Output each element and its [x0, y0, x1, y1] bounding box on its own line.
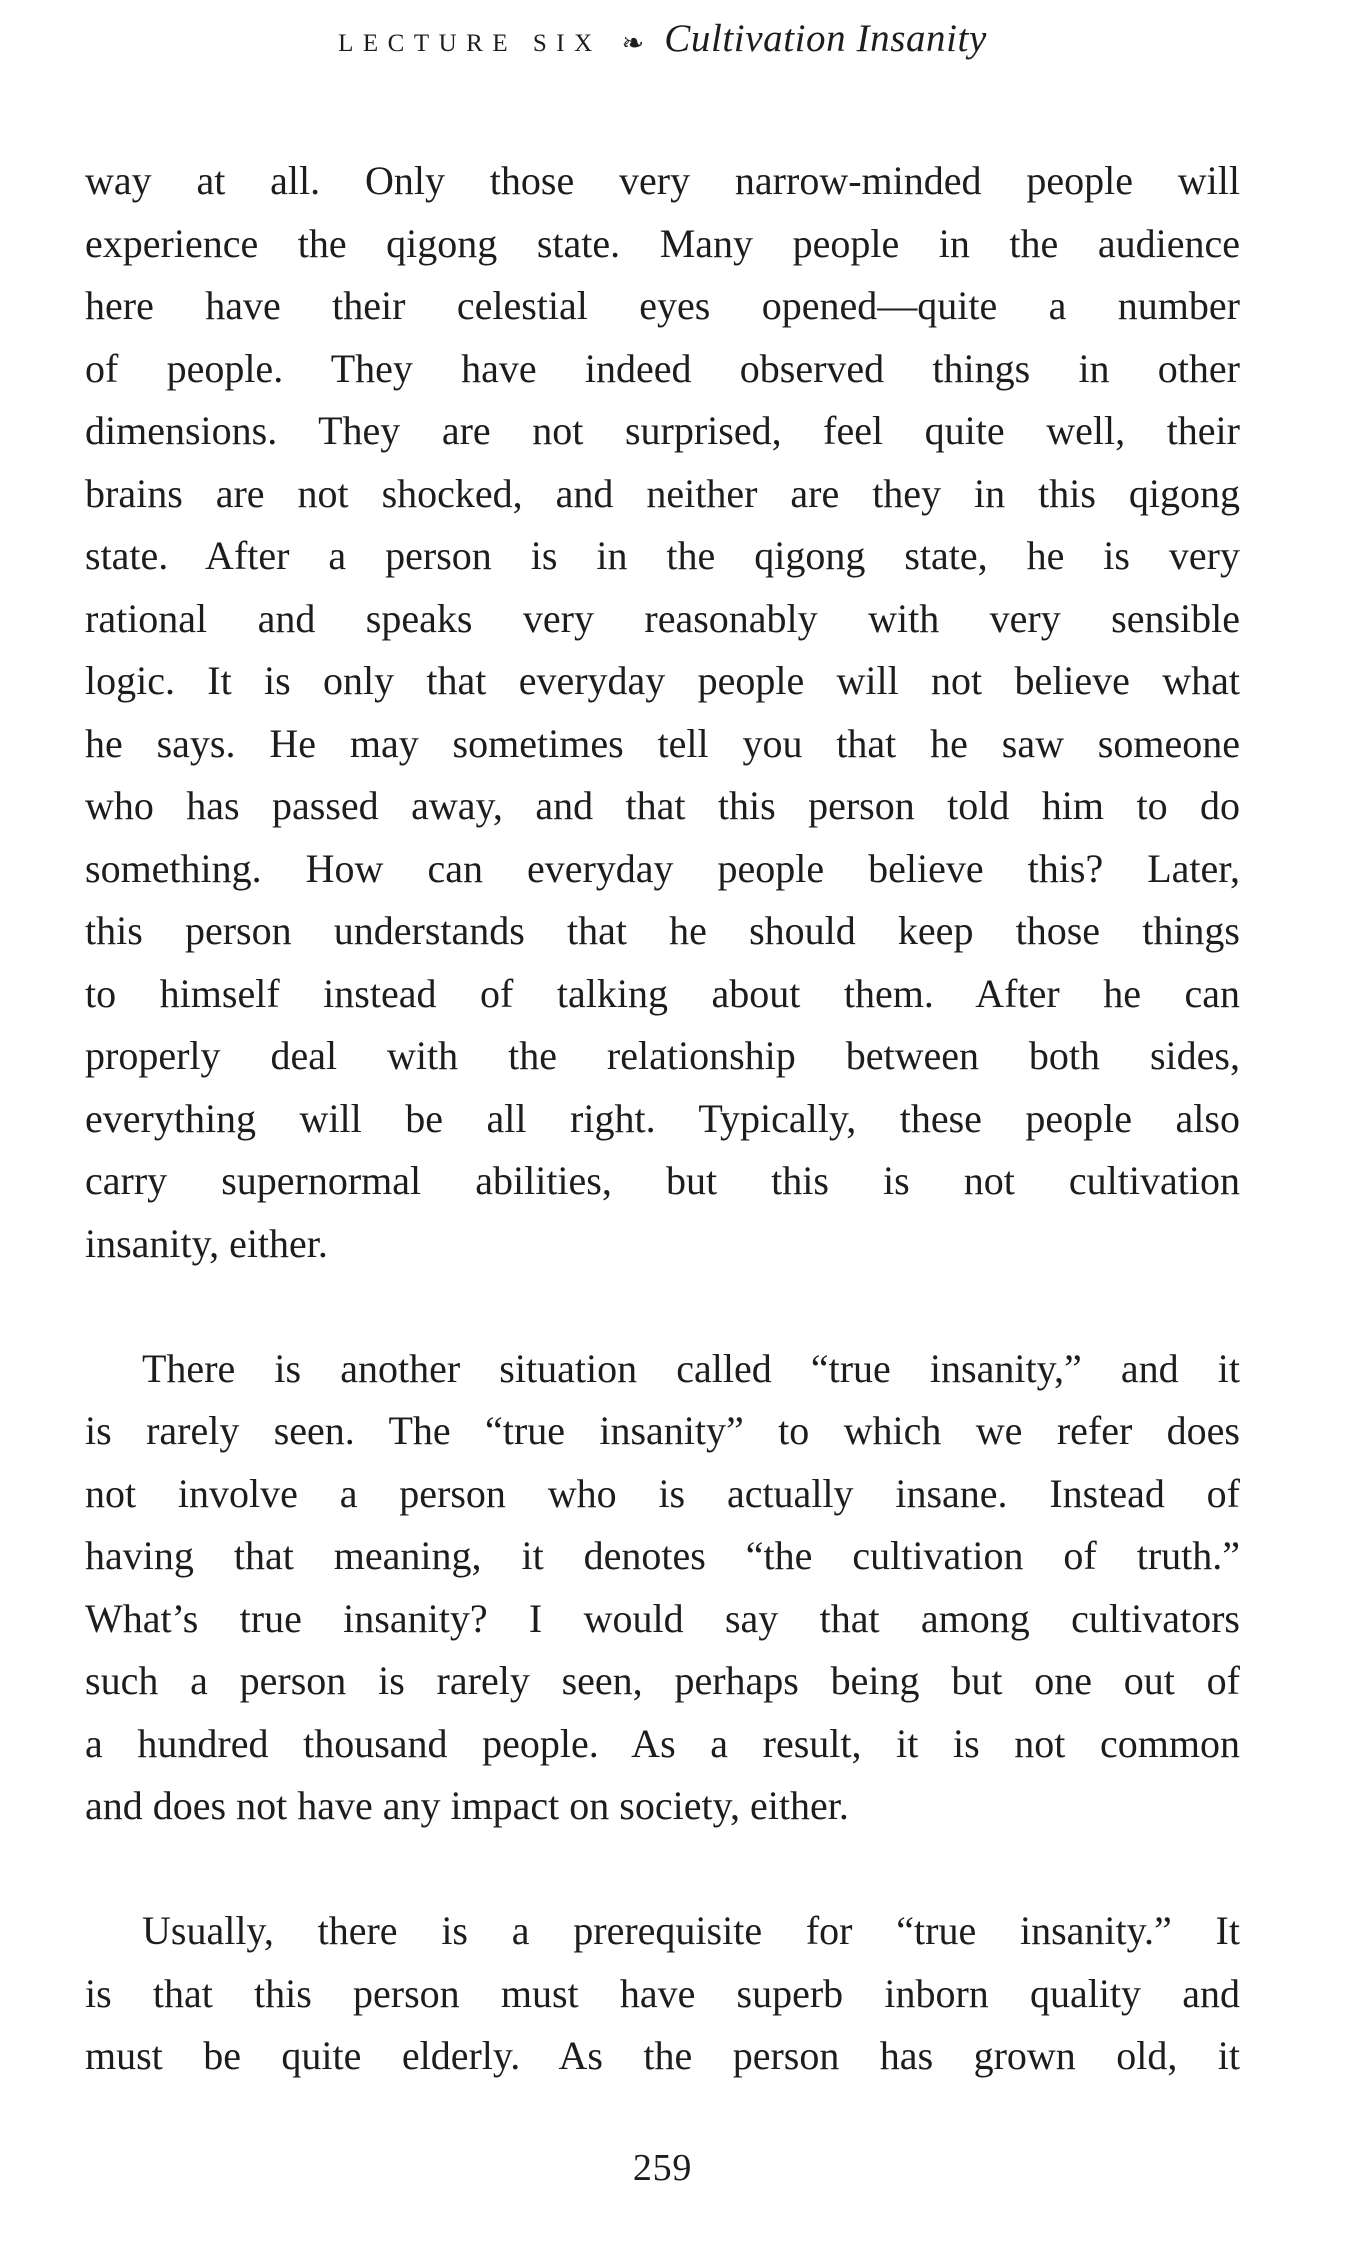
text-line: such a person is rarely seen, perhaps being but one out of: [85, 1658, 1240, 1703]
text-line: he says. He may sometimes tell you that he saw someone: [85, 720, 1240, 766]
text-line: not involve a person who is actually insane. Instead of: [85, 1470, 1240, 1516]
text-line: logic. It is only that everyday people will not believe what: [85, 658, 1240, 703]
fleuron-ornament-icon: ❧: [621, 28, 645, 58]
text-line: is that this person must have superb inborn quality and: [85, 1970, 1240, 2016]
text-line: brains are not shocked, and neither are they in this qigong: [85, 470, 1240, 516]
text-line: Usually, there is a prerequisite for “true insanity.” It: [142, 1908, 1240, 1953]
page-number: 259: [632, 2147, 693, 2189]
text-line: state. After a person is in the qigong state, he is very: [85, 533, 1240, 578]
text-line: experience the qigong state. Many people in the audience: [85, 220, 1240, 266]
running-head: [85, 16, 1240, 61]
text-line: here have their celestial eyes opened—quite a number: [85, 283, 1240, 328]
text-line: everything will be all right. Typically, these people also: [85, 1095, 1240, 1141]
text-line: What’s true insanity? I would say that among cultivators: [85, 1595, 1240, 1641]
text-line: carry supernormal abilities, but this is not cultivation: [85, 1158, 1240, 1203]
paragraph: [85, 1900, 1240, 2088]
paragraph: [85, 150, 1240, 1275]
running-head-lecture-label: LECTURE SIX: [338, 30, 602, 57]
text-line: of people. They have indeed observed things in other: [85, 345, 1240, 391]
text-line: dimensions. They are not surprised, feel quite well, their: [85, 408, 1240, 453]
text-line: must be quite elderly. As the person has grown old, it: [85, 2033, 1240, 2078]
text-line: way at all. Only those very narrow-minded people will: [85, 158, 1240, 203]
text-line: to himself instead of talking about them. After he can: [85, 970, 1240, 1016]
paragraph: [85, 1338, 1240, 1838]
text-line: and does not have any impact on society, either.: [85, 1783, 849, 1828]
body-text: [85, 150, 1240, 2088]
text-line: insanity, either.: [85, 1220, 328, 1266]
running-head-chapter-title: Cultivation Insanity: [664, 17, 987, 60]
text-line: this person understands that he should keep those things: [85, 908, 1240, 953]
text-line: There is another situation called “true insanity,” and it: [142, 1345, 1240, 1391]
text-line: having that meaning, it denotes “the cultivation of truth.”: [85, 1533, 1240, 1578]
text-line: is rarely seen. The “true insanity” to which we refer does: [85, 1408, 1240, 1453]
text-line: who has passed away, and that this person told him to do: [85, 783, 1240, 828]
text-line: properly deal with the relationship between both sides,: [85, 1033, 1240, 1078]
text-line: something. How can everyday people believe this? Later,: [85, 845, 1240, 891]
text-line: a hundred thousand people. As a result, it is not common: [85, 1720, 1240, 1766]
text-line: rational and speaks very reasonably with very sensible: [85, 595, 1240, 641]
